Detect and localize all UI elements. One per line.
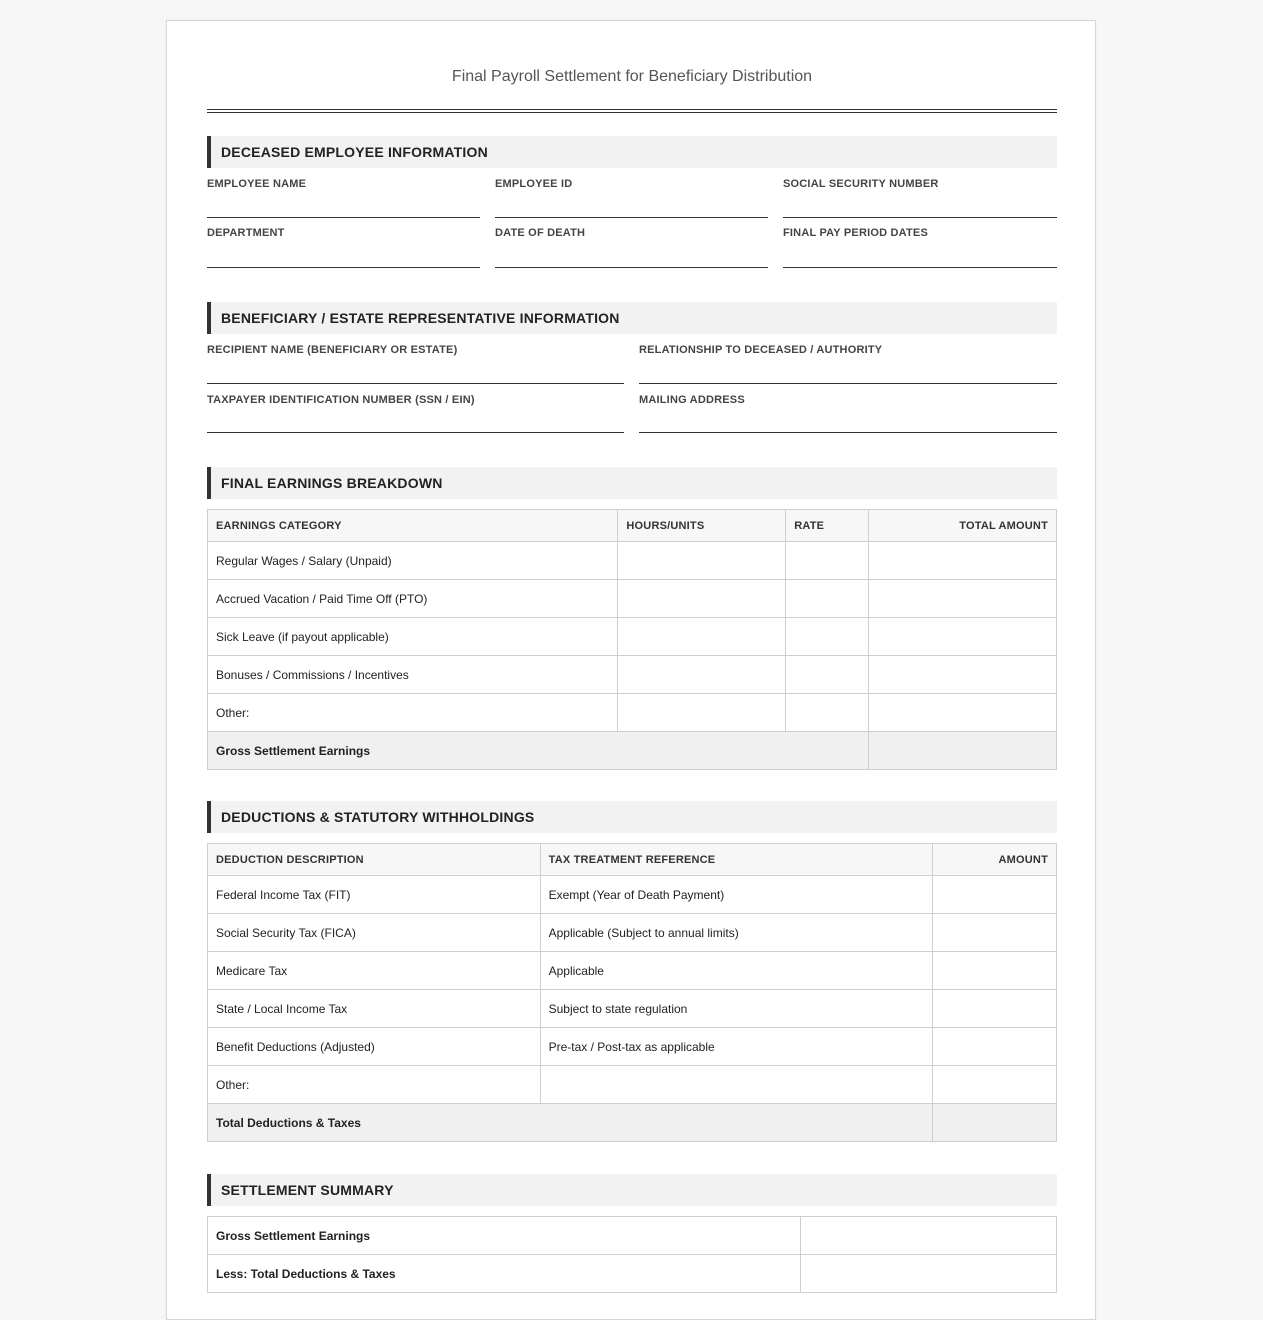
field-label: MAILING ADDRESS: [639, 394, 745, 406]
relationship-field[interactable]: [639, 340, 1057, 384]
amount-cell[interactable]: [869, 542, 1057, 580]
section-header-deductions: DEDUCTIONS & STATUTORY WITHHOLDINGS: [207, 801, 1057, 833]
column-header: TOTAL AMOUNT: [869, 510, 1057, 542]
deduction-description: State / Local Income Tax: [208, 990, 541, 1028]
amount-cell[interactable]: [933, 876, 1057, 914]
summary-amount-cell[interactable]: [801, 1217, 1057, 1255]
page-title: Final Payroll Settlement for Beneficiary Distribution: [451, 68, 813, 85]
rate-cell[interactable]: [786, 618, 869, 656]
table-row: [208, 694, 1057, 732]
deduction-description: Social Security Tax (FICA): [208, 914, 541, 952]
hours-cell[interactable]: [618, 580, 786, 618]
amount-cell[interactable]: [933, 1028, 1057, 1066]
mailing-address-field[interactable]: [639, 390, 1057, 433]
tax-treatment: Applicable: [540, 952, 932, 990]
column-header: TAX TREATMENT REFERENCE: [540, 844, 932, 876]
gross-total-cell[interactable]: [869, 732, 1057, 770]
table-row: [208, 914, 1057, 952]
tin-field[interactable]: [207, 390, 624, 433]
field-label: RECIPIENT NAME (BENEFICIARY OR ESTATE): [207, 344, 458, 356]
table-row: [208, 656, 1057, 694]
amount-cell[interactable]: [869, 618, 1057, 656]
section-header-beneficiary: BENEFICIARY / ESTATE REPRESENTATIVE INFORMATION: [207, 302, 1057, 334]
section-header-employee: DECEASED EMPLOYEE INFORMATION: [207, 136, 1057, 168]
earnings-category: Bonuses / Commissions / Incentives: [208, 656, 618, 694]
earnings-table: [207, 509, 1057, 770]
total-label: Total Deductions & Taxes: [208, 1104, 933, 1142]
section-header-summary: SETTLEMENT SUMMARY: [207, 1174, 1057, 1206]
department-field[interactable]: [207, 223, 480, 268]
hours-cell[interactable]: [618, 542, 786, 580]
table-row: [208, 1255, 1057, 1293]
deductions-total-cell[interactable]: [933, 1104, 1057, 1142]
employee-id-field[interactable]: [495, 174, 768, 218]
earnings-category: Other:: [208, 694, 618, 732]
field-label: EMPLOYEE NAME: [207, 178, 307, 190]
total-row: [208, 1104, 1057, 1142]
rate-cell[interactable]: [786, 656, 869, 694]
column-header: EARNINGS CATEGORY: [208, 510, 618, 542]
table-row: [208, 1217, 1057, 1255]
tax-treatment: Subject to state regulation: [540, 990, 932, 1028]
summary-label: Gross Settlement Earnings: [208, 1217, 801, 1255]
deduction-description: Benefit Deductions (Adjusted): [208, 1028, 541, 1066]
table-row: [208, 580, 1057, 618]
rate-cell[interactable]: [786, 694, 869, 732]
summary-label: Less: Total Deductions & Taxes: [208, 1255, 801, 1293]
deduction-description: Medicare Tax: [208, 952, 541, 990]
amount-cell[interactable]: [933, 914, 1057, 952]
amount-cell[interactable]: [933, 1066, 1057, 1104]
deductions-table: [207, 843, 1057, 1142]
earnings-category: Accrued Vacation / Paid Time Off (PTO): [208, 580, 618, 618]
summary-amount-cell[interactable]: [801, 1255, 1057, 1293]
table-row: [208, 618, 1057, 656]
tax-treatment-input[interactable]: [540, 1066, 932, 1104]
earnings-category: Sick Leave (if payout applicable): [208, 618, 618, 656]
table-row: [208, 952, 1057, 990]
rate-cell[interactable]: [786, 580, 869, 618]
table-header-row: [208, 510, 1057, 542]
employee-name-field[interactable]: [207, 174, 480, 218]
amount-cell[interactable]: [933, 990, 1057, 1028]
amount-cell[interactable]: [869, 580, 1057, 618]
field-label: RELATIONSHIP TO DECEASED / AUTHORITY: [639, 344, 883, 356]
field-label: SOCIAL SECURITY NUMBER: [783, 178, 939, 190]
summary-table: [207, 1216, 1057, 1293]
final-pay-period-field[interactable]: [783, 223, 1057, 268]
earnings-category: Regular Wages / Salary (Unpaid): [208, 542, 618, 580]
total-label: Gross Settlement Earnings: [208, 732, 869, 770]
table-header-row: [208, 844, 1057, 876]
tax-treatment: Exempt (Year of Death Payment): [540, 876, 932, 914]
total-row: [208, 732, 1057, 770]
field-label: TAXPAYER IDENTIFICATION NUMBER (SSN / EIN): [207, 394, 475, 406]
column-header: RATE: [786, 510, 869, 542]
table-row: [208, 990, 1057, 1028]
deduction-description: Federal Income Tax (FIT): [208, 876, 541, 914]
rate-cell[interactable]: [786, 542, 869, 580]
tax-treatment: Applicable (Subject to annual limits): [540, 914, 932, 952]
form-content: [207, 21, 1057, 1281]
section-header-earnings: FINAL EARNINGS BREAKDOWN: [207, 467, 1057, 499]
field-label: DEPARTMENT: [207, 227, 285, 239]
field-label: FINAL PAY PERIOD DATES: [783, 227, 928, 239]
hours-cell[interactable]: [618, 694, 786, 732]
title-divider: [207, 109, 1057, 113]
tax-treatment: Pre-tax / Post-tax as applicable: [540, 1028, 932, 1066]
column-header: DEDUCTION DESCRIPTION: [208, 844, 541, 876]
column-header: HOURS/UNITS: [618, 510, 786, 542]
amount-cell[interactable]: [869, 694, 1057, 732]
amount-cell[interactable]: [869, 656, 1057, 694]
table-row: [208, 1028, 1057, 1066]
date-of-death-field[interactable]: [495, 223, 768, 268]
field-label: EMPLOYEE ID: [495, 178, 573, 190]
amount-cell[interactable]: [933, 952, 1057, 990]
hours-cell[interactable]: [618, 618, 786, 656]
deduction-description: Other:: [208, 1066, 541, 1104]
field-label: DATE OF DEATH: [495, 227, 586, 239]
table-row: [208, 1066, 1057, 1104]
table-row: [208, 876, 1057, 914]
column-header: AMOUNT: [933, 844, 1057, 876]
ssn-field[interactable]: [783, 174, 1057, 218]
hours-cell[interactable]: [618, 656, 786, 694]
form-page: [166, 20, 1096, 1320]
table-row: [208, 542, 1057, 580]
recipient-name-field[interactable]: [207, 340, 624, 384]
